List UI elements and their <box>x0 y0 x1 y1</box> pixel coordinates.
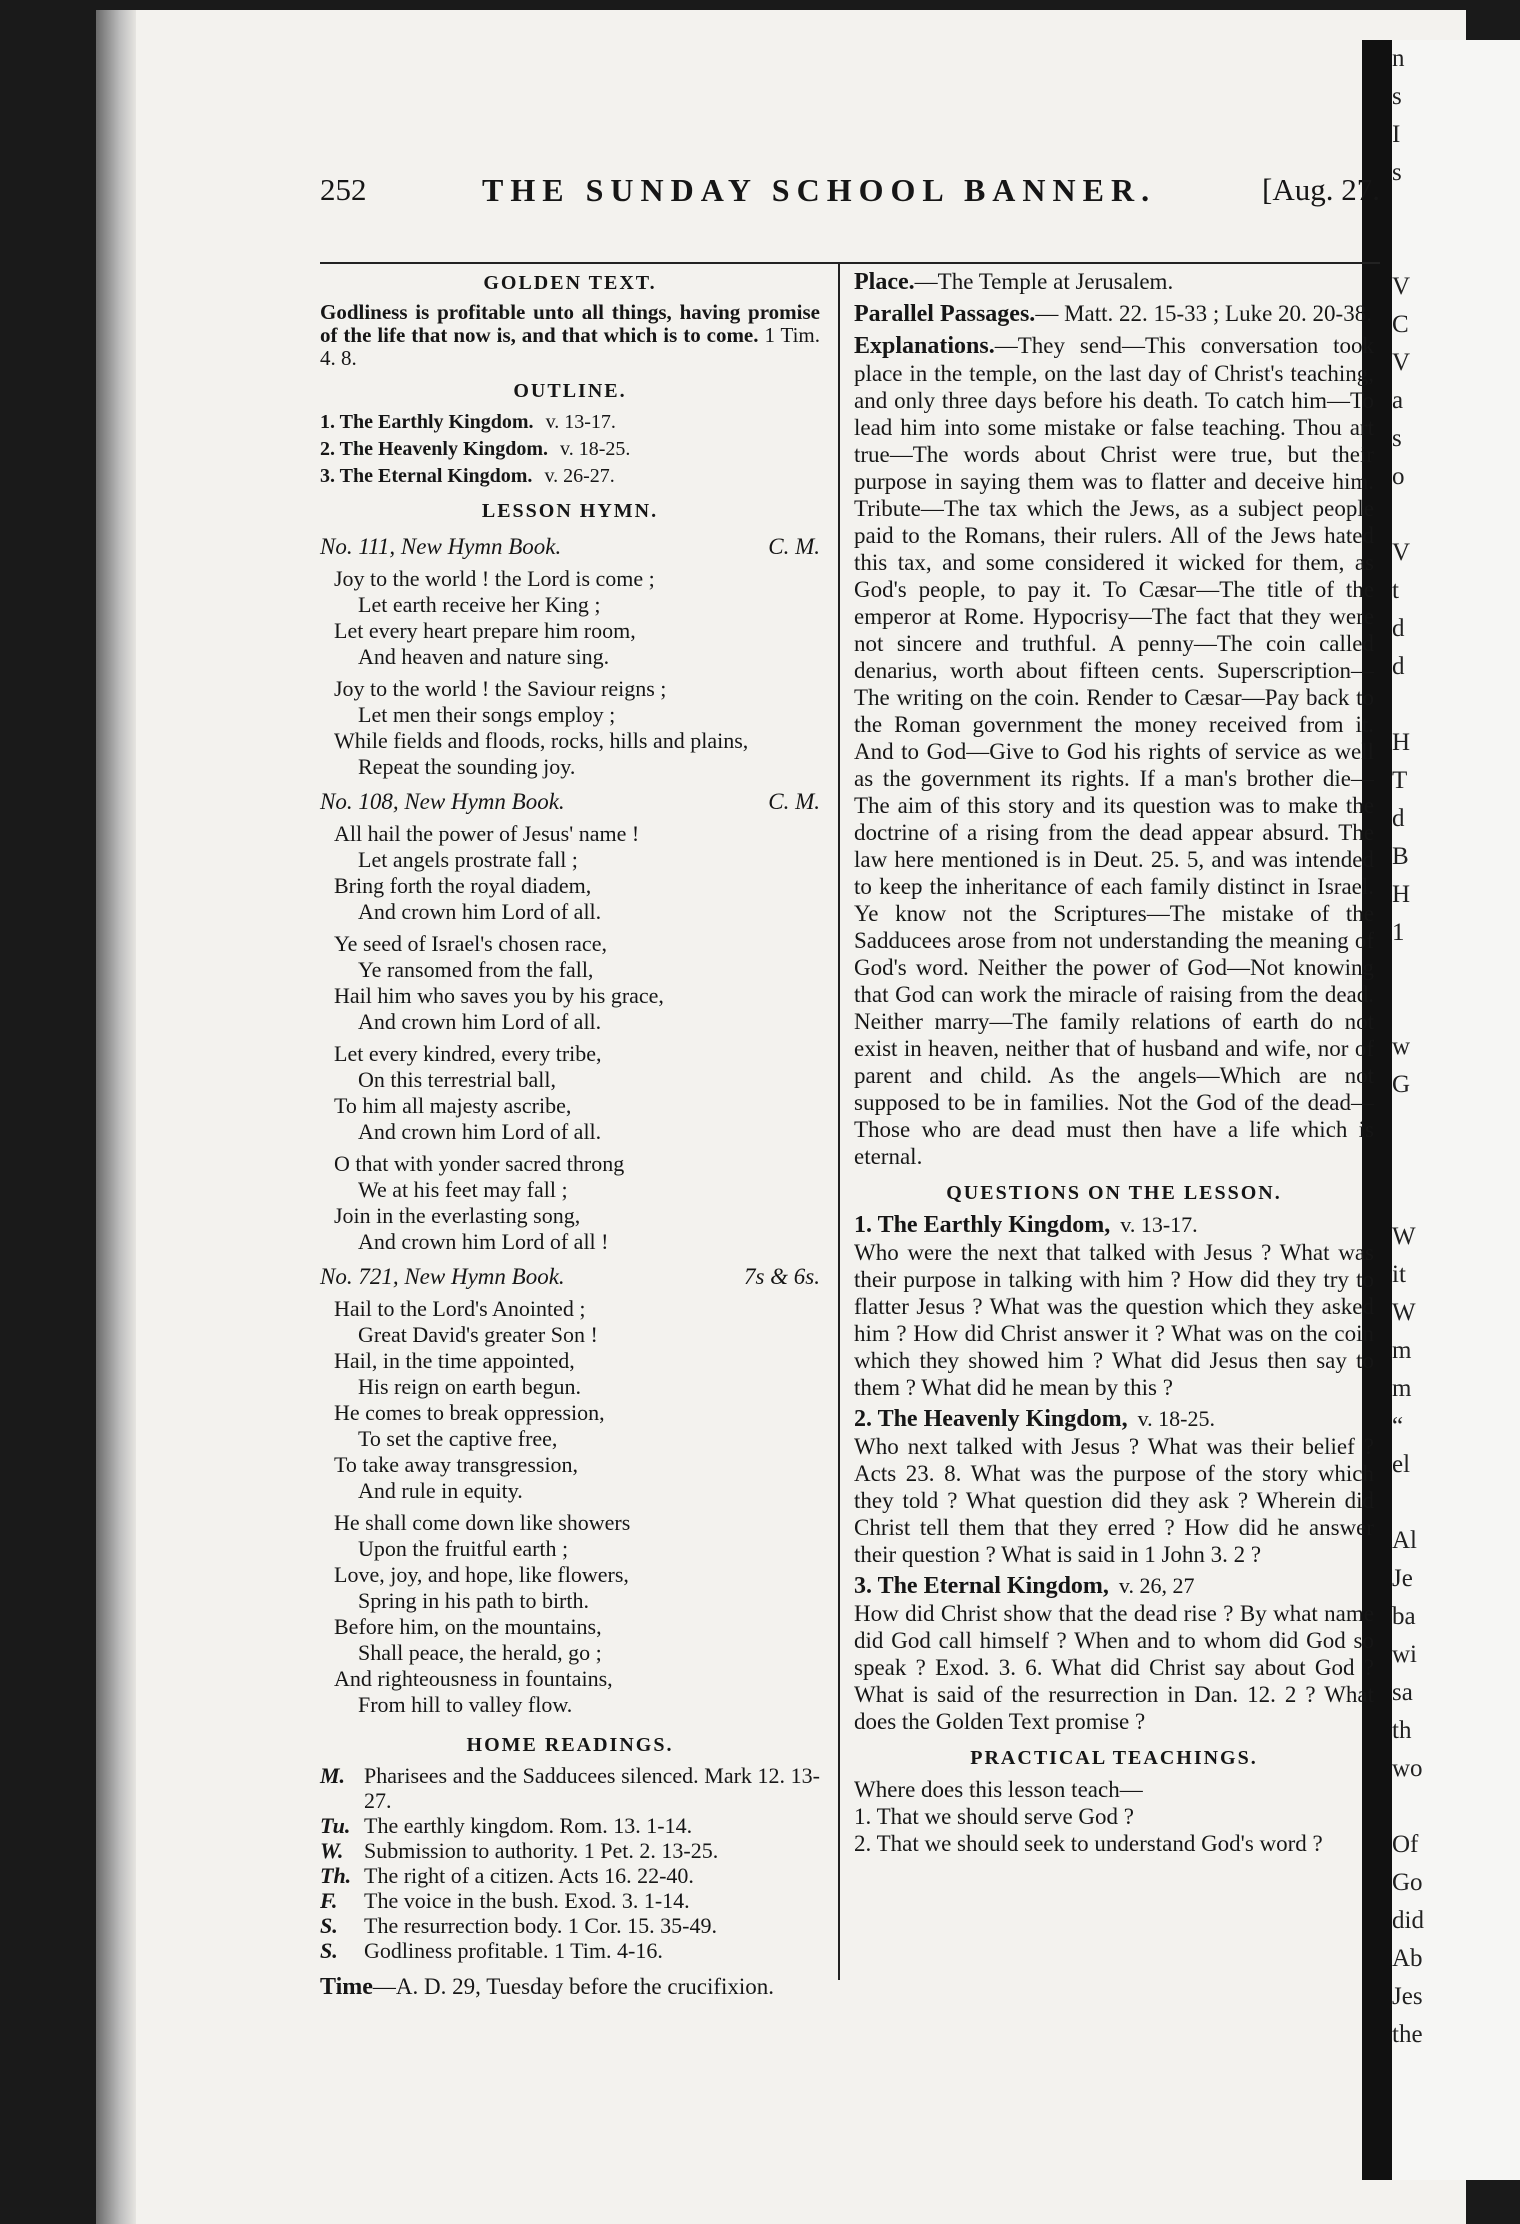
hymn-line: Hail him who saves you by his grace, <box>334 983 664 1008</box>
hymn-line: We at his feet may fall ; <box>358 1177 568 1202</box>
question-ref: v. 18-25. <box>1137 1406 1215 1431</box>
outline-item-ref: v. 13-17. <box>545 411 616 433</box>
question-section-title <box>854 1211 1374 1239</box>
next-page-text <box>1392 496 1520 534</box>
next-page-text: Je <box>1392 1565 1413 1592</box>
next-page-text: a <box>1392 387 1404 414</box>
golden-text-body: Godliness is profitable unto all things, having promise of the life that now is, and that which is to come. <box>320 300 820 347</box>
header-date: [Aug. 27. <box>1262 172 1380 207</box>
next-page-text: m <box>1392 1337 1412 1364</box>
next-page-text: W <box>1392 1223 1416 1250</box>
next-page-text: V <box>1392 539 1411 566</box>
hymn-line: Upon the fruitful earth ; <box>358 1536 569 1561</box>
question-text: How did Christ show that the dead rise ? By what name did God call himself ? When and to whom did God so speak ? Exod. 3. 6. What did Christ say about God ? What is said of the resurrection in Dan. 12. 2 ? What does the Golden Text promise ? <box>854 1601 1374 1734</box>
practical-item: 1. That we should serve God ? <box>854 1804 1134 1829</box>
hymn-line: Ye seed of Israel's chosen race, <box>334 931 607 956</box>
hymn-meter: 7s & 6s. <box>743 1264 820 1289</box>
next-page-text: wo <box>1392 1755 1423 1782</box>
next-page-text: H <box>1392 881 1411 908</box>
hymn-stanza <box>334 676 820 780</box>
next-page-text <box>1392 990 1520 1028</box>
next-page-text: G <box>1392 1071 1411 1098</box>
next-page-text: H <box>1392 729 1411 756</box>
reading-day: Tu. <box>320 1813 351 1838</box>
hymn-title: No. 721, New Hymn Book. <box>320 1264 565 1289</box>
explanations-text: —They send—This conversation took place in the temple, on the last day of Christ's teaching, and only three days before his death. To catch him—To lead him into some mistake or false teaching. Thou art true—The words about Christ were true, but their purpose in saying them was to flatter and deceive him. Tribute—The tax which the Jews, as a subject people paid to the Romans, their rulers. All of the Jews hated this tax, and some considered it wicked for them, as God's people, to pay it. To Cæsar—The title of the emperor at Rome. Hypocrisy—The fact that they were not sincere and truthful. A penny—The coin called denarius, worth about fifteen cents. Superscription—The writing on the coin. Render to Cæsar—Pay back to the Roman government the money received from it. And to God—Give to God his rights of service as well as the government its rights. If a man's brother die—The aim of this story and its question was to make the doctrine of a rising from the dead appear absurd. The law here mentioned is in Deut. 25. 5, and was intended to keep the inheritance of each family distinct in Israel. Ye know not the Scriptures—The mistake of the Sadducees arose from not understanding the meaning of God's word. Neither the power of God—Not knowing that God can work the miracle of raising from the dead. Neither marry—The family relations of earth do not exist in heaven, neither that of husband and wife, nor of parent and child. As the angels—Which are not supposed to be in families. Not the God of the dead—Those who are dead must then have a life which is eternal. <box>854 333 1374 1169</box>
binding-gutter <box>96 10 136 2224</box>
next-page-text <box>1392 1788 1520 1826</box>
next-page-text <box>1392 192 1520 230</box>
reading-text: The voice in the bush. Exod. 3. 1-14. <box>364 1888 690 1913</box>
time-text: —A. D. 29, Tuesday before the crucifixion. <box>372 1974 775 1999</box>
next-page-text <box>1392 686 1520 724</box>
questions-list <box>854 1211 1374 1735</box>
outline-item-ref: v. 18-25. <box>560 438 631 460</box>
running-header <box>320 172 1380 224</box>
hymn-list <box>320 533 820 1718</box>
parallel-label: Parallel Passages. <box>854 301 1036 327</box>
outline-item-title: 3. The Eternal Kingdom. <box>320 465 533 487</box>
parallel-line <box>854 300 1374 328</box>
next-page-text: B <box>1392 843 1409 870</box>
outline-item <box>320 409 820 436</box>
question-section-title <box>854 1405 1374 1433</box>
question-ref: v. 26, 27 <box>1118 1573 1195 1598</box>
practical-intro: Where does this lesson teach— <box>854 1777 1143 1802</box>
practical-list <box>854 1803 1374 1857</box>
right-column <box>854 262 1374 1857</box>
hymn-line: Ye ransomed from the fall, <box>358 957 594 982</box>
question-title: 2. The Heavenly Kingdom, <box>854 1406 1128 1432</box>
golden-text-heading: GOLDEN TEXT. <box>483 272 657 294</box>
next-page-text: s <box>1392 159 1402 186</box>
practical-item: 2. That we should seek to understand God's word ? <box>854 1831 1323 1856</box>
next-page-text: 1 <box>1392 919 1405 946</box>
question-ref: v. 13-17. <box>1120 1212 1198 1237</box>
home-readings-list <box>320 1763 820 1963</box>
hymn-meter: C. M. <box>768 534 820 559</box>
reading-day: W. <box>320 1838 344 1863</box>
hymn-line: Shall peace, the herald, go ; <box>358 1640 602 1665</box>
next-page-text: n <box>1392 45 1405 72</box>
lesson-hymn-heading: LESSON HYMN. <box>481 500 659 522</box>
hymn-line: He comes to break oppression, <box>334 1400 605 1425</box>
reading-day: Th. <box>320 1863 352 1888</box>
hymn-line: And crown him Lord of all. <box>358 899 602 924</box>
hymn-line: Let men their songs employ ; <box>358 702 616 727</box>
explanations-label: Explanations. <box>854 333 995 359</box>
next-page-text: Go <box>1392 1869 1423 1896</box>
reading-row <box>320 1813 820 1838</box>
next-page-text: d <box>1392 653 1405 680</box>
next-page-text: T <box>1392 767 1408 794</box>
next-page-text: th <box>1392 1717 1412 1744</box>
question-title: 1. The Earthly Kingdom, <box>854 1212 1111 1238</box>
reading-row <box>320 1913 820 1938</box>
hymn-line: On this terrestrial ball, <box>358 1067 556 1092</box>
next-page-text: Ab <box>1392 1945 1423 1972</box>
reading-row <box>320 1863 820 1888</box>
hymn-title: No. 111, New Hymn Book. <box>320 534 562 559</box>
hymn-line: His reign on earth begun. <box>358 1374 581 1399</box>
reading-text: The earthly kingdom. Rom. 13. 1-14. <box>364 1813 693 1838</box>
reading-text: Submission to authority. 1 Pet. 2. 13-25. <box>364 1838 719 1863</box>
reading-text: The resurrection body. 1 Cor. 15. 35-49. <box>364 1913 717 1938</box>
next-page-text: did <box>1392 1907 1424 1934</box>
next-page-text <box>1392 1484 1520 1522</box>
next-page-text: el <box>1392 1451 1411 1478</box>
next-page-text: s <box>1392 83 1402 110</box>
next-page-text: “ <box>1392 1413 1404 1440</box>
hymn-line: Great David's greater Son ! <box>358 1322 598 1347</box>
reading-row <box>320 1888 820 1913</box>
reading-day: F. <box>320 1888 338 1913</box>
hymn-line: And righteousness in fountains, <box>334 1666 613 1691</box>
hymn-line: O that with yonder sacred throng <box>334 1151 625 1176</box>
time-line <box>320 1973 820 2001</box>
next-page-text: V <box>1392 273 1411 300</box>
hymn-line: Let every heart prepare him room, <box>334 618 636 643</box>
time-label: Time <box>320 1974 373 2000</box>
hymn-stanza <box>334 821 820 925</box>
golden-text-ref: 1 Tim. 4. 8. <box>320 323 821 370</box>
questions-heading: QUESTIONS ON THE LESSON. <box>946 1182 1282 1204</box>
column-divider <box>838 262 840 1980</box>
left-column <box>320 262 820 2001</box>
hymn-line: Spring in his path to birth. <box>358 1588 589 1613</box>
reading-day: M. <box>320 1763 346 1788</box>
hymn-stanza <box>334 566 820 670</box>
parallel-text: — Matt. 22. 15-33 ; Luke 20. 20-38. <box>1035 301 1372 326</box>
next-page-text: V <box>1392 349 1411 376</box>
reading-text: Pharisees and the Sadducees silenced. Mark 12. 13-27. <box>364 1763 820 1813</box>
hymn-line: While fields and floods, rocks, hills and plains, <box>334 728 749 753</box>
hymn-header <box>320 1263 820 1290</box>
next-page-text: I <box>1392 121 1401 148</box>
next-page-text: w <box>1392 1033 1411 1060</box>
next-page-text: ba <box>1392 1603 1416 1630</box>
next-page-text: s <box>1392 425 1402 452</box>
next-page-text <box>1392 1180 1520 1218</box>
hymn-line: Join in the everlasting song, <box>334 1203 581 1228</box>
hymn-line: Joy to the world ! the Saviour reigns ; <box>334 676 667 701</box>
place-line <box>854 268 1374 296</box>
next-page-text: t <box>1392 577 1399 604</box>
question-section-title <box>854 1572 1374 1600</box>
hymn-line: Hail to the Lord's Anointed ; <box>334 1296 586 1321</box>
page-number: 252 <box>320 172 367 207</box>
hymn-line: Joy to the world ! the Lord is come ; <box>334 566 655 591</box>
hymn-line: He shall come down like showers <box>334 1510 631 1535</box>
hymn-line: Love, joy, and hope, like flowers, <box>334 1562 629 1587</box>
hymn-line: Let every kindred, every tribe, <box>334 1041 602 1066</box>
reading-row <box>320 1938 820 1963</box>
next-page-text: it <box>1392 1261 1406 1288</box>
home-readings-heading: HOME READINGS. <box>466 1734 674 1756</box>
reading-day: S. <box>320 1938 338 1963</box>
next-page-text: W <box>1392 1299 1416 1326</box>
outline-item-title: 1. The Earthly Kingdom. <box>320 411 534 433</box>
hymn-line: And rule in equity. <box>358 1478 523 1503</box>
outline-heading: OUTLINE. <box>513 380 627 402</box>
hymn-header <box>320 788 820 815</box>
outline-item <box>320 436 820 463</box>
outline-item <box>320 463 820 490</box>
hymn-line: To him all majesty ascribe, <box>334 1093 572 1118</box>
hymn-line: Hail, in the time appointed, <box>334 1348 575 1373</box>
reading-row <box>320 1763 820 1813</box>
next-page-text <box>1392 230 1520 268</box>
hymn-line: And crown him Lord of all ! <box>358 1229 609 1254</box>
practical-heading: PRACTICAL TEACHINGS. <box>970 1747 1258 1769</box>
golden-text <box>320 301 820 370</box>
hymn-stanza <box>334 1510 820 1718</box>
next-page-text <box>1392 1142 1520 1180</box>
hymn-line: Bring forth the royal diadem, <box>334 873 592 898</box>
next-page-text: sa <box>1392 1679 1413 1706</box>
next-page-text: Of <box>1392 1831 1419 1858</box>
outline-item-ref: v. 26-27. <box>544 465 615 487</box>
question-title: 3. The Eternal Kingdom, <box>854 1573 1109 1599</box>
hymn-line: From hill to valley flow. <box>358 1692 573 1717</box>
hymn-line: All hail the power of Jesus' name ! <box>334 821 640 846</box>
hymn-line: Let earth receive her King ; <box>358 592 601 617</box>
reading-text: Godliness profitable. 1 Tim. 4-16. <box>364 1938 663 1963</box>
place-label: Place. <box>854 269 915 295</box>
next-page-text: m <box>1392 1375 1412 1402</box>
explanations-paragraph <box>854 332 1374 1170</box>
reading-day: S. <box>320 1913 338 1938</box>
hymn-line: To set the captive free, <box>358 1426 558 1451</box>
hymn-title: No. 108, New Hymn Book. <box>320 789 565 814</box>
place-text: —The Temple at Jerusalem. <box>914 269 1174 294</box>
hymn-stanza <box>334 931 820 1035</box>
hymn-stanza <box>334 1296 820 1504</box>
next-page-text: wi <box>1392 1641 1417 1668</box>
reading-row <box>320 1838 820 1863</box>
next-page-text: the <box>1392 2021 1423 2048</box>
hymn-meter: C. M. <box>768 789 820 814</box>
next-page-text <box>1392 1104 1520 1142</box>
hymn-header <box>320 533 820 560</box>
reading-text: The right of a citizen. Acts 16. 22-40. <box>364 1863 694 1888</box>
hymn-line: Repeat the sounding joy. <box>358 754 576 779</box>
hymn-line: To take away transgression, <box>334 1452 579 1477</box>
outline-item-title: 2. The Heavenly Kingdom. <box>320 438 548 460</box>
running-title: THE SUNDAY SCHOOL BANNER. <box>482 172 1157 208</box>
hymn-line: And crown him Lord of all. <box>358 1119 602 1144</box>
next-page-text: d <box>1392 615 1405 642</box>
next-page-text: Jes <box>1392 1983 1423 2010</box>
next-page-text: o <box>1392 463 1405 490</box>
hymn-line: Before him, on the mountains, <box>334 1614 602 1639</box>
hymn-line: And crown him Lord of all. <box>358 1009 602 1034</box>
hymn-line: And heaven and nature sing. <box>358 644 610 669</box>
hymn-stanza <box>334 1151 820 1255</box>
next-page-text: Al <box>1392 1527 1417 1554</box>
next-page-text: C <box>1392 311 1409 338</box>
hymn-line: Let angels prostrate fall ; <box>358 847 578 872</box>
question-text: Who next talked with Jesus ? What was their belief ? Acts 23. 8. What was the purpose of the story which they told ? What question did they ask ? Wherein did Christ tell them that they erred ? How did he answer their question ? What is said in 1 John 3. 2 ? <box>854 1434 1374 1567</box>
next-page-text <box>1392 952 1520 990</box>
question-text: Who were the next that talked with Jesus ? What was their purpose in talking with him ? How did they try to flatter Jesus ? What was the question which they asked him ? How did Christ answer it ? What was on the coin which they showed him ? What did Jesus then say to them ? What did he mean by this ? <box>854 1240 1374 1400</box>
next-page-fragment <box>1392 40 1520 2180</box>
hymn-stanza <box>334 1041 820 1145</box>
outline-list <box>320 409 820 490</box>
next-page-text: d <box>1392 805 1405 832</box>
